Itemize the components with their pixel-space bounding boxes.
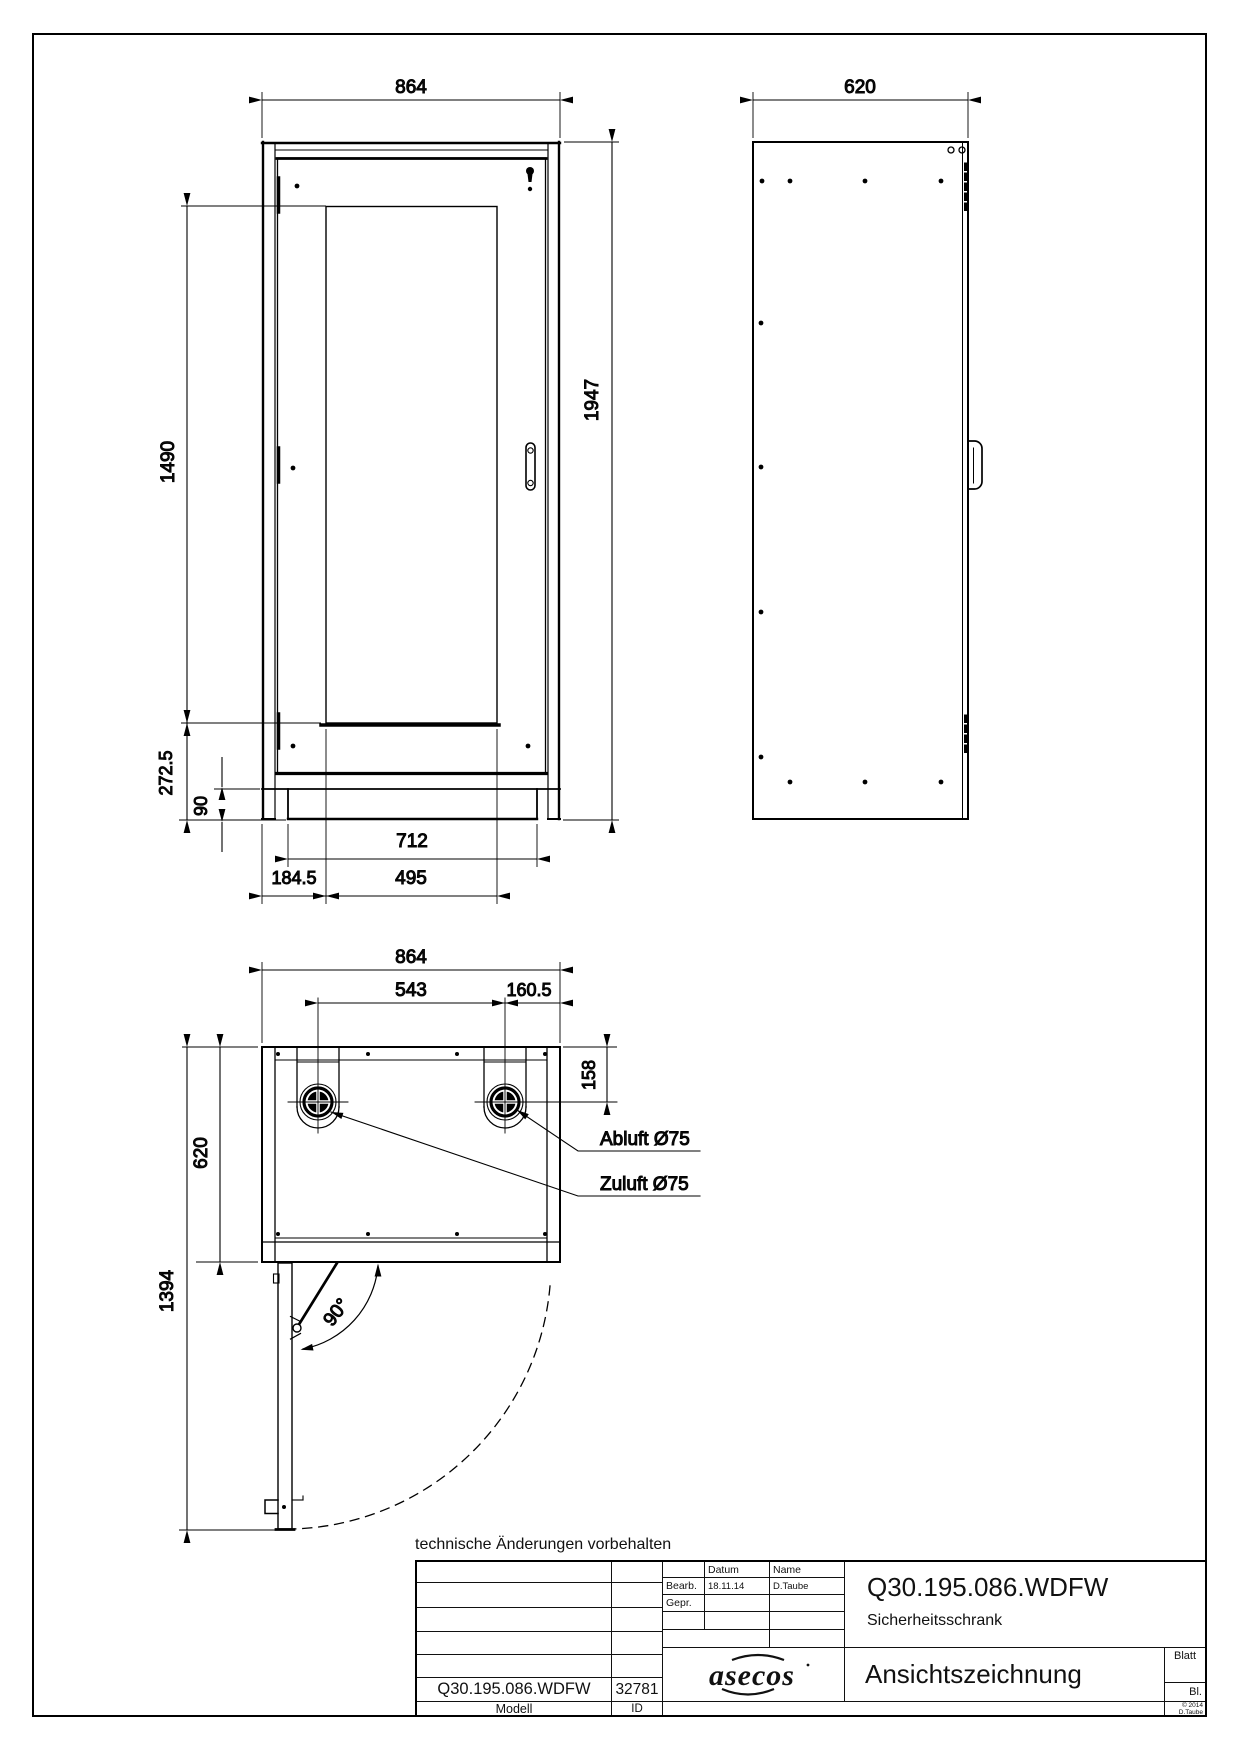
table-cell <box>417 1632 612 1655</box>
copyright-box <box>1165 1702 1205 1715</box>
door-handle <box>526 443 535 490</box>
logo-box <box>663 1648 845 1702</box>
table-cell <box>705 1612 770 1630</box>
dim-vent-spacing: 543 <box>395 980 427 1001</box>
side-screw-dots <box>759 179 944 785</box>
table-cell <box>705 1595 770 1612</box>
dim-plan-depth: 620 <box>191 1137 212 1169</box>
id-number: 32781 <box>612 1678 663 1702</box>
label-zuluft: Zuluft Ø75 <box>600 1174 689 1195</box>
table-cell <box>612 1562 663 1583</box>
table-cell <box>612 1583 663 1608</box>
table-cell <box>417 1583 612 1608</box>
table-cell <box>663 1702 1165 1715</box>
plan-screw-dots <box>276 1052 547 1236</box>
revision-note: technische Änderungen vorbehalten <box>415 1536 672 1553</box>
dim-plinth-width: 712 <box>396 831 428 852</box>
table-cell <box>612 1655 663 1678</box>
copyright-year: © 2014 <box>1181 1702 1203 1709</box>
dim-plan-width: 864 <box>395 947 427 968</box>
copyright-name: D.Taube <box>1178 1708 1203 1715</box>
side-door-handle <box>968 441 982 489</box>
front-view <box>262 142 560 819</box>
dim-panel-width: 495 <box>395 868 427 889</box>
table-cell <box>663 1612 705 1630</box>
product-name: Sicherheitsschrank <box>867 1612 1003 1629</box>
table-cell <box>770 1595 845 1612</box>
table-cell <box>663 1562 705 1578</box>
gepr-label: Gepr. <box>663 1595 705 1612</box>
bearb-datum: 18.11.14 <box>705 1578 770 1595</box>
product-code: Q30.195.086.WDFW <box>867 1572 1109 1602</box>
table-cell <box>663 1630 845 1648</box>
bearb-label: Bearb. <box>663 1578 705 1595</box>
blatt-label: Blatt <box>1165 1648 1205 1683</box>
door-window-panel <box>326 207 497 724</box>
dim-bottom-height: 272.5 <box>156 750 176 796</box>
logo-text: asecos <box>708 1658 795 1692</box>
plan-view <box>262 998 700 1530</box>
table-cell <box>417 1608 612 1632</box>
open-door <box>265 1263 303 1530</box>
title-block <box>415 1560 1207 1717</box>
bearb-name: D.Taube <box>770 1578 845 1595</box>
name-label: Name <box>770 1562 845 1578</box>
bl-label: Bl. <box>1165 1683 1205 1702</box>
table-cell <box>612 1632 663 1655</box>
dim-left-offset: 184.5 <box>271 868 317 888</box>
dim-door-angle: 90° <box>319 1294 354 1331</box>
dim-vent-right: 160.5 <box>506 980 552 1000</box>
label-abluft: Abluft Ø75 <box>600 1129 690 1150</box>
front-view-dimensions <box>156 77 619 904</box>
dim-plinth-height: 90 <box>191 795 211 817</box>
dim-vent-front: 158 <box>579 1059 599 1091</box>
drawing-type: Ansichtszeichnung <box>845 1648 1165 1702</box>
datum-label: Datum <box>705 1562 770 1578</box>
screw-dots <box>291 184 533 749</box>
table-cell <box>770 1612 845 1630</box>
id-label: ID <box>612 1702 663 1715</box>
door-stay-strut <box>291 1263 338 1339</box>
asecos-logo <box>684 1651 824 1699</box>
table-cell <box>417 1655 612 1678</box>
dim-side-depth: 620 <box>844 77 876 98</box>
dim-front-width: 864 <box>395 77 427 98</box>
side-view-dimensions <box>753 77 968 138</box>
lock-icon <box>526 167 534 182</box>
divider <box>769 1630 770 1648</box>
table-cell <box>612 1608 663 1632</box>
model-number: Q30.195.086.WDFW <box>417 1678 612 1702</box>
table-cell <box>417 1562 612 1583</box>
side-view <box>753 142 982 819</box>
dim-panel-height: 1490 <box>158 440 179 484</box>
dim-door-swing: 1394 <box>157 1269 178 1313</box>
model-label: Modell <box>417 1702 612 1715</box>
product-box <box>845 1562 1205 1648</box>
dim-front-height: 1947 <box>582 378 603 422</box>
